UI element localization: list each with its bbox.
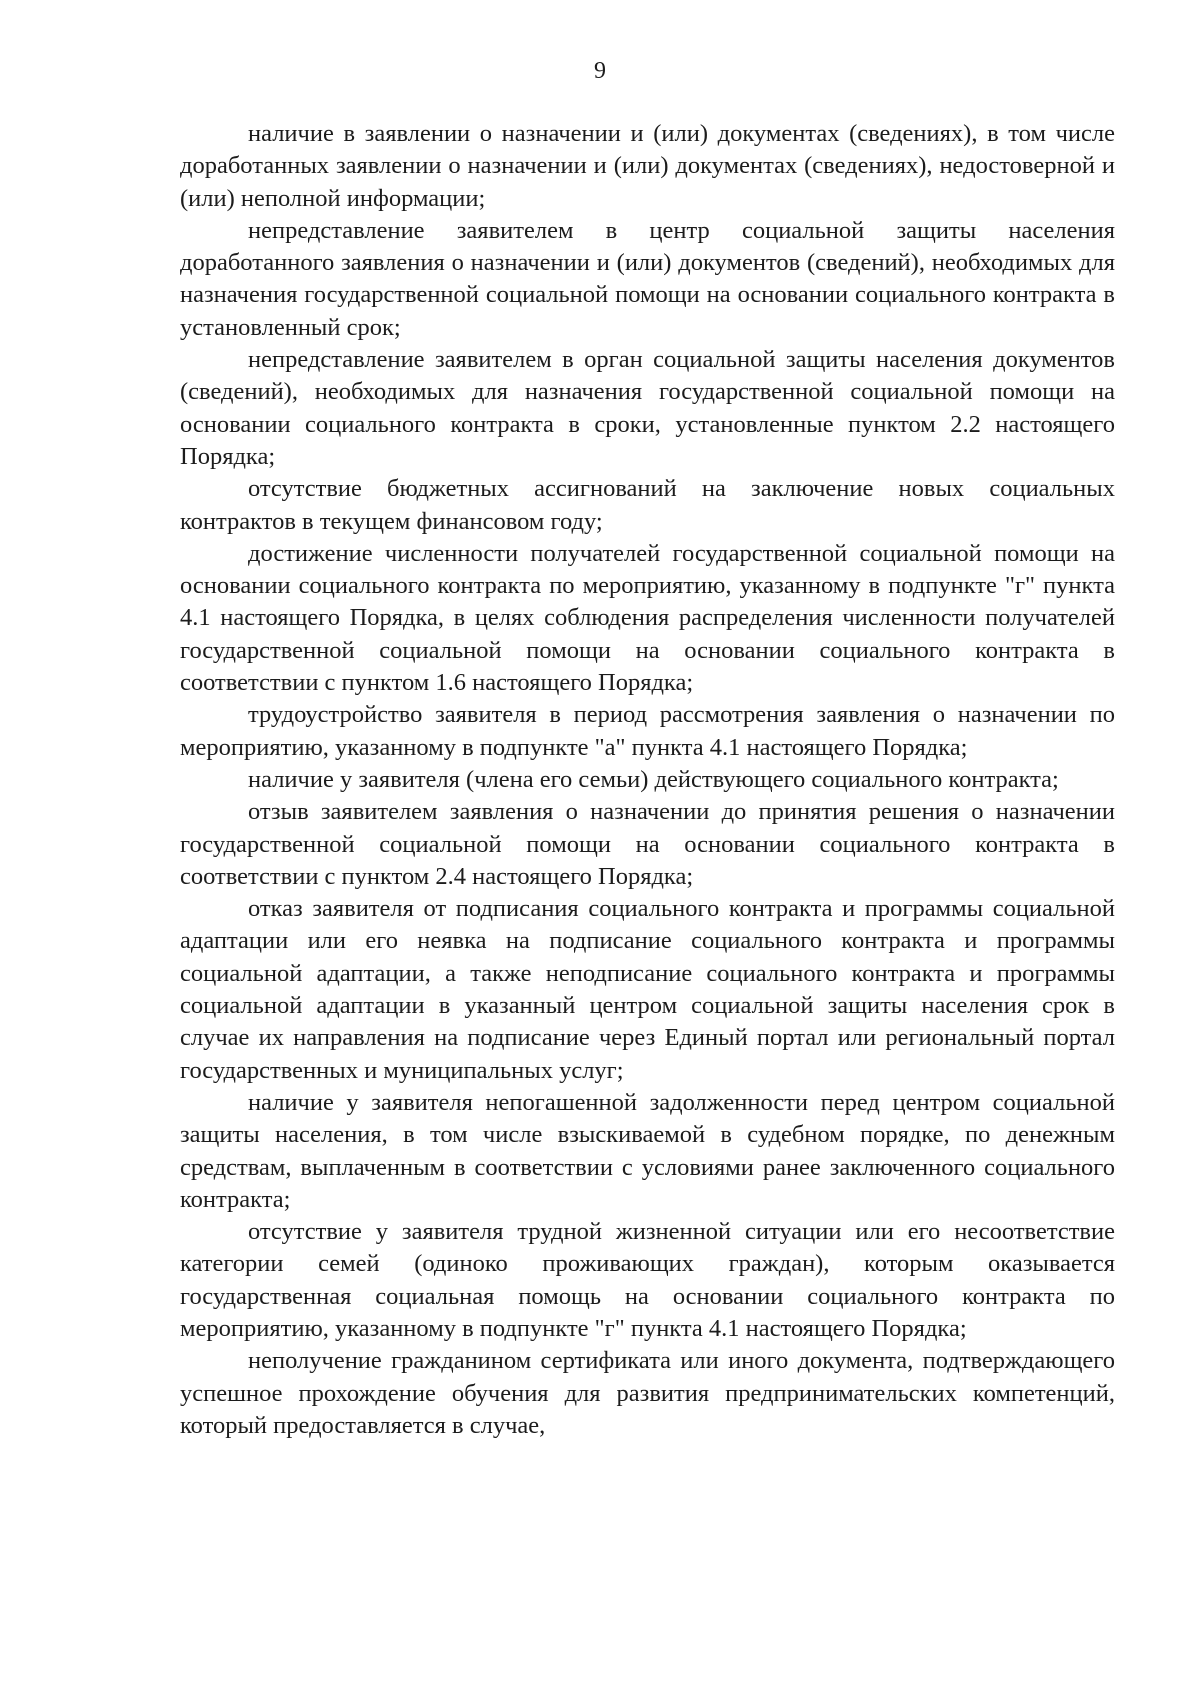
paragraph-refusal-to-sign: отказ заявителя от подписания социального контракта и программы социальной адаптации или его неявка на подписание социального контракта и программы социальной адаптации, а также неподписание социального контракта и программы социальной адаптации в указанный центром социальной защиты населения срок в случае их направления на подписание через Единый портал или региональный портал государственных и муниципальных услуг; bbox=[180, 895, 1115, 1084]
paragraph-no-difficult-situation: отсутствие у заявителя трудной жизненной ситуации или его несоответствие категории семей (одиноко проживающих граждан), которым оказывается государственная социальная помощь на основании социального контракта по мероприятию, указанному в подпункте "г" пункта 4.1 настоящего Порядка; bbox=[180, 1218, 1115, 1342]
page-number: 9 bbox=[594, 58, 606, 84]
document-body bbox=[180, 118, 1115, 1442]
paragraph-outstanding-debt: наличие у заявителя непогашенной задолженности перед центром социальной защиты населения, в том числе взыскиваемой в судебном порядке, по денежным средствам, выплаченным в соответствии с условиями ранее заключенного социального контракта; bbox=[180, 1088, 1115, 1213]
paragraph-documents-not-submitted: непредставление заявителем в орган социальной защиты населения документов (сведений), необходимых для назначения государственной социальной помощи на основании социального контракта в сроки, установленные пунктом 2.2 настоящего Порядка; bbox=[180, 346, 1115, 470]
paragraph-revised-application-not-submitted: непредставление заявителем в центр социальной защиты населения доработанного заявления о назначении и (или) документов (сведений), необходимых для назначения государственной социальной помощи на основании социального контракта в установленный срок; bbox=[180, 216, 1115, 341]
paragraph-no-certificate: неполучение гражданином сертификата или иного документа, подтверждающего успешное прохождение обучения для развития предпринимательских компетенций, который предоставляется в случае, bbox=[180, 1347, 1115, 1439]
paragraph-application-withdrawn: отзыв заявителем заявления о назначении до принятия решения о назначении государственной социальной помощи на основании социального контракта в соответствии с пунктом 2.4 настоящего Порядка; bbox=[180, 798, 1115, 890]
paragraph-no-budget-allocations: отсутствие бюджетных ассигнований на заключение новых социальных контрактов в текущем финансовом году; bbox=[180, 475, 1115, 535]
paragraph-active-contract: наличие у заявителя (члена его семьи) действующего социального контракта; bbox=[248, 765, 1059, 793]
paragraph-employment-during-review: трудоустройство заявителя в период рассмотрения заявления о назначении по мероприятию, указанному в подпункте "а" пункта 4.1 настоящего Порядка; bbox=[180, 701, 1115, 761]
paragraph-false-information: наличие в заявлении о назначении и (или) документах (сведениях), в том числе доработанных заявлении о назначении и (или) документах (сведениях), недостоверной и (или) неполной информации; bbox=[180, 120, 1115, 212]
paragraph-recipient-quota-reached: достижение численности получателей государственной социальной помощи на основании социального контракта по мероприятию, указанному в подпункте "г" пункта 4.1 настоящего Порядка, в целях соблюдения распределения численности получателей государственной социальной помощи на основании социального контракта в соответствии с пунктом 1.6 настоящего Порядка; bbox=[180, 539, 1115, 697]
